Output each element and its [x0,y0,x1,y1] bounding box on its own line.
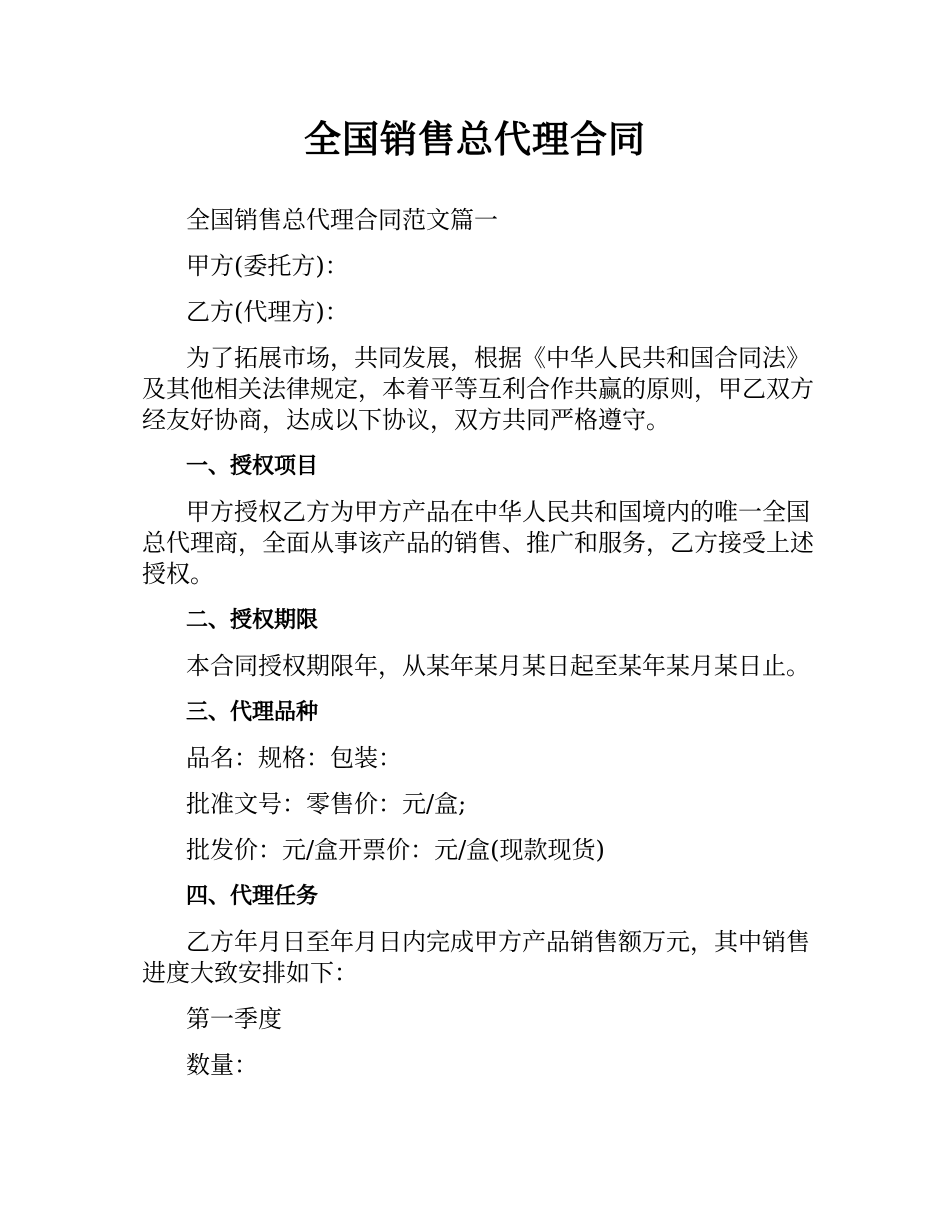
quantity-line: 数量： [186,1051,258,1079]
document-body [142,198,822,1088]
section-2-paragraph: 本合同授权期限年，从某年某月某日起至某年某月某日止。 [186,652,810,680]
first-quarter-line: 第一季度 [186,1005,282,1033]
wholesale-price-line: 批发价：元/盒开票价：元/盒(现款现货) [186,836,605,864]
section-heading-4: 四、代理任务 [186,884,319,909]
section-heading-3: 三、代理品种 [186,700,319,725]
section-4-paragraph: 乙方年月日至年月日内完成甲方产品销售额万元，其中销售进度大致安排如下： [142,928,810,987]
product-name-line: 品名：规格：包装： [186,744,402,772]
subtitle-paragraph: 全国销售总代理合同范文篇一 [186,206,498,234]
section-heading-1: 一、授权项目 [186,454,319,479]
party-b-line: 乙方(代理方)： [186,298,349,326]
party-a-line: 甲方(委托方)： [186,252,349,280]
preamble-paragraph: 为了拓展市场，共同发展，根据《中华人民共和国合同法》及其他相关法律规定，本着平等互利合作共赢的原则，甲乙双方经友好协商，达成以下协议，双方共同严格遵守。 [142,344,814,434]
section-heading-2: 二、授权期限 [186,608,319,633]
document-title: 全国销售总代理合同 [304,118,646,161]
section-1-paragraph: 甲方授权乙方为甲方产品在中华人民共和国境内的唯一全国总代理商，全面从事该产品的销售、推广和服务，乙方接受上述授权。 [142,498,814,588]
approval-retail-line: 批准文号：零售价：元/盒; [186,790,467,818]
